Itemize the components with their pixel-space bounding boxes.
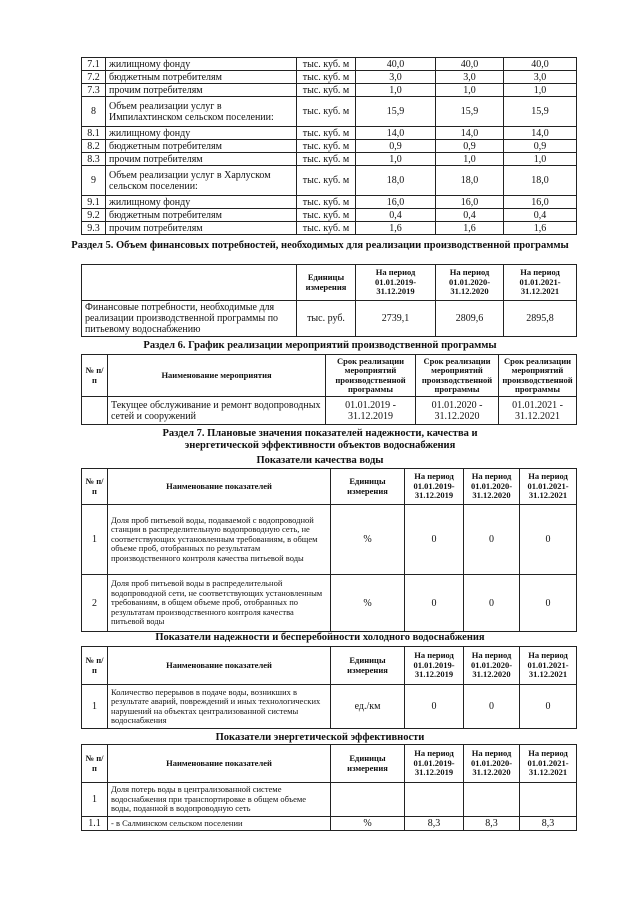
row-name: бюджетным потребителям <box>106 71 297 84</box>
schedule-head-term-3: Срок реализации мероприятий производственной программы <box>499 355 577 397</box>
schedule-term-1: 01.01.2019 - 31.12.2019 <box>326 397 416 425</box>
row-name: Доля потерь воды в централизованной системе водоснабжения при транспортировке в общем объеме воды, поданной в водопроводную сеть <box>108 783 331 817</box>
quality-head-period-1: На период 01.01.2019- 31.12.2019 <box>405 469 464 505</box>
row-number: 9.1 <box>82 196 106 209</box>
table-row <box>82 58 577 71</box>
quality-head-no: № п/п <box>82 469 108 505</box>
row-unit: тыс. куб. м <box>297 196 356 209</box>
row-value-3: 8,3 <box>520 817 577 831</box>
finance-value-3: 2895,8 <box>504 301 577 337</box>
row-unit: тыс. куб. м <box>297 127 356 140</box>
schedule-head-term-1: Срок реализации мероприятий производственной программы <box>326 355 416 397</box>
row-number: 1 <box>82 783 108 817</box>
row-value-2: 1,6 <box>436 222 504 235</box>
row-value-2: 18,0 <box>436 166 504 196</box>
row-unit: тыс. куб. м <box>297 209 356 222</box>
row-value-3 <box>520 783 577 817</box>
schedule-table <box>81 354 577 425</box>
row-value-2: 0 <box>464 685 520 729</box>
row-number: 8.3 <box>82 153 106 166</box>
reliability-head-name: Наименование показателей <box>108 647 331 685</box>
row-unit: тыс. куб. м <box>297 140 356 153</box>
row-value-3: 1,0 <box>504 153 577 166</box>
table-row <box>82 84 577 97</box>
table-row <box>82 817 577 831</box>
row-name: жилищному фонду <box>106 196 297 209</box>
row-value-2: 0,4 <box>436 209 504 222</box>
row-name: Объем реализации услуг в Харлуском сельском поселении: <box>106 166 297 196</box>
schedule-term-2: 01.01.2020 - 31.12.2020 <box>416 397 499 425</box>
row-unit: тыс. куб. м <box>297 222 356 235</box>
row-value-1: 15,9 <box>356 97 436 127</box>
row-name: прочим потребителям <box>106 84 297 97</box>
row-value-2: 1,0 <box>436 153 504 166</box>
row-value-1: 0,4 <box>356 209 436 222</box>
row-number: 8 <box>82 97 106 127</box>
row-value-2: 8,3 <box>464 817 520 831</box>
row-value-1 <box>405 783 464 817</box>
row-value-3: 0 <box>520 505 577 575</box>
row-number: 9 <box>82 166 106 196</box>
row-value-3: 3,0 <box>504 71 577 84</box>
row-unit: тыс. куб. м <box>297 153 356 166</box>
energy-head-no: № п/п <box>82 745 108 783</box>
row-value-2: 15,9 <box>436 97 504 127</box>
table-row <box>82 127 577 140</box>
row-value-2: 16,0 <box>436 196 504 209</box>
row-name: - в Салминском сельском поселении <box>108 817 331 831</box>
schedule-head-term-2: Срок реализации мероприятий производственной программы <box>416 355 499 397</box>
row-value-2: 3,0 <box>436 71 504 84</box>
row-value-2: 40,0 <box>436 58 504 71</box>
row-value-3: 18,0 <box>504 166 577 196</box>
quality-head-period-2: На период 01.01.2020- 31.12.2020 <box>464 469 520 505</box>
schedule-term-3: 01.01.2021 - 31.12.2021 <box>499 397 577 425</box>
finance-head-period-1: На период 01.01.2019- 31.12.2019 <box>356 265 436 301</box>
row-name: Количество перерывов в подаче воды, возникших в результате аварий, повреждений и иных технологических нарушений на объектах централизованной системы водоснабжения <box>108 685 331 729</box>
row-number: 8.1 <box>82 127 106 140</box>
finance-row-name: Финансовые потребности, необходимые для реализации производственной программы по питьевому водоснабжению <box>82 301 297 337</box>
table-row <box>82 166 577 196</box>
row-value-3: 1,6 <box>504 222 577 235</box>
row-value-2: 0 <box>464 505 520 575</box>
section5-title: Раздел 5. Объем финансовых потребностей, необходимых для реализации производственной программы <box>71 240 569 251</box>
table-row <box>82 97 577 127</box>
row-name: прочим потребителям <box>106 153 297 166</box>
row-number: 1 <box>82 505 108 575</box>
reliability-table <box>81 646 577 729</box>
volume-table <box>81 57 577 235</box>
table-row <box>82 505 577 575</box>
row-value-3: 0,4 <box>504 209 577 222</box>
row-unit: тыс. куб. м <box>297 58 356 71</box>
finance-value-2: 2809,6 <box>436 301 504 337</box>
row-value-3: 16,0 <box>504 196 577 209</box>
row-value-3: 40,0 <box>504 58 577 71</box>
table-row <box>82 575 577 632</box>
row-value-1: 1,0 <box>356 153 436 166</box>
finance-head-period-2: На период 01.01.2020- 31.12.2020 <box>436 265 504 301</box>
row-value-1: 18,0 <box>356 166 436 196</box>
energy-title: Показатели энергетической эффективности <box>215 732 425 743</box>
row-value-1: 0 <box>405 575 464 632</box>
row-name: прочим потребителям <box>106 222 297 235</box>
finance-head-period-3: На период 01.01.2021- 31.12.2021 <box>504 265 577 301</box>
quality-head-name: Наименование показателей <box>108 469 331 505</box>
row-name: бюджетным потребителям <box>106 140 297 153</box>
table-row <box>82 71 577 84</box>
row-number: 1 <box>82 685 108 729</box>
row-value-3: 0 <box>520 575 577 632</box>
finance-row-unit: тыс. руб. <box>297 301 356 337</box>
table-row <box>82 222 577 235</box>
reliability-title: Показатели надежности и бесперебойности холодного водоснабжения <box>155 632 485 643</box>
table-row <box>82 140 577 153</box>
reliability-head-period-2: На период 01.01.2020- 31.12.2020 <box>464 647 520 685</box>
row-value-2: 0 <box>464 575 520 632</box>
row-value-1: 1,6 <box>356 222 436 235</box>
energy-head-period-1: На период 01.01.2019- 31.12.2019 <box>405 745 464 783</box>
table-row <box>82 196 577 209</box>
energy-head-units: Единицы измерения <box>331 745 405 783</box>
row-name: бюджетным потребителям <box>106 209 297 222</box>
section7-title: Раздел 7. Плановые значения показателей надежности, качества и энергетической эффективности объектов водоснабжения <box>162 428 478 451</box>
quality-table <box>81 468 577 632</box>
row-unit: тыс. куб. м <box>297 84 356 97</box>
finance-head-units: Единицы измерения <box>297 265 356 301</box>
row-value-1: 0,9 <box>356 140 436 153</box>
schedule-row-name: Текущее обслуживание и ремонт водопроводных сетей и сооружений <box>108 397 326 425</box>
reliability-head-period-1: На период 01.01.2019- 31.12.2019 <box>405 647 464 685</box>
schedule-head-name: Наименование мероприятия <box>108 355 326 397</box>
table-row <box>82 685 577 729</box>
reliability-head-units: Единицы измерения <box>331 647 405 685</box>
finance-value-1: 2739,1 <box>356 301 436 337</box>
row-number: 9.2 <box>82 209 106 222</box>
row-name: жилищному фонду <box>106 127 297 140</box>
row-number: 8.2 <box>82 140 106 153</box>
energy-head-period-2: На период 01.01.2020- 31.12.2020 <box>464 745 520 783</box>
row-value-1: 8,3 <box>405 817 464 831</box>
row-value-3: 1,0 <box>504 84 577 97</box>
row-unit: % <box>331 817 405 831</box>
row-number: 2 <box>82 575 108 632</box>
row-value-1: 1,0 <box>356 84 436 97</box>
energy-head-name: Наименование показателей <box>108 745 331 783</box>
row-value-3: 14,0 <box>504 127 577 140</box>
row-value-2: 0,9 <box>436 140 504 153</box>
row-number: 1.1 <box>82 817 108 831</box>
energy-head-period-3: На период 01.01.2021- 31.12.2021 <box>520 745 577 783</box>
row-value-1: 0 <box>405 505 464 575</box>
table-row <box>82 209 577 222</box>
row-unit: % <box>331 505 405 575</box>
quality-title: Показатели качества воды <box>256 455 384 466</box>
table-row <box>82 153 577 166</box>
energy-table <box>81 744 577 831</box>
row-name: Объем реализации услуг в Импилахтинском сельском поселении: <box>106 97 297 127</box>
row-value-2: 1,0 <box>436 84 504 97</box>
row-name: жилищному фонду <box>106 58 297 71</box>
row-unit: ед./км <box>331 685 405 729</box>
section6-title: Раздел 6. График реализации мероприятий производственной программы <box>143 340 497 351</box>
row-unit: тыс. куб. м <box>297 71 356 84</box>
row-unit: тыс. куб. м <box>297 166 356 196</box>
row-unit <box>331 783 405 817</box>
reliability-head-no: № п/п <box>82 647 108 685</box>
row-number: 7.3 <box>82 84 106 97</box>
row-value-3: 0,9 <box>504 140 577 153</box>
row-value-1: 40,0 <box>356 58 436 71</box>
table-row <box>82 783 577 817</box>
schedule-head-no: № п/п <box>82 355 108 397</box>
finance-table <box>81 264 577 337</box>
row-number: 7.1 <box>82 58 106 71</box>
row-unit: % <box>331 575 405 632</box>
row-value-2: 14,0 <box>436 127 504 140</box>
row-value-1: 14,0 <box>356 127 436 140</box>
row-unit: тыс. куб. м <box>297 97 356 127</box>
row-number: 9.3 <box>82 222 106 235</box>
reliability-head-period-3: На период 01.01.2021- 31.12.2021 <box>520 647 577 685</box>
quality-head-period-3: На период 01.01.2021- 31.12.2021 <box>520 469 577 505</box>
row-value-3: 0 <box>520 685 577 729</box>
row-name: Доля проб питьевой воды в распределительной водопроводной сети, не соответствующих установленным требованиям, в общем объеме проб, отобранных по результатам производственного контроля качества питьевой воды <box>108 575 331 632</box>
row-value-1: 0 <box>405 685 464 729</box>
row-name: Доля проб питьевой воды, подаваемой с водопроводной станции в распределительную водопроводную сеть, не соответствующих установленным требованиям, в общем объеме проб, отобранных по результатам производственного контроля качества питьевой воды <box>108 505 331 575</box>
row-value-3: 15,9 <box>504 97 577 127</box>
row-value-1: 3,0 <box>356 71 436 84</box>
row-value-2 <box>464 783 520 817</box>
row-value-1: 16,0 <box>356 196 436 209</box>
quality-head-units: Единицы измерения <box>331 469 405 505</box>
row-number: 7.2 <box>82 71 106 84</box>
